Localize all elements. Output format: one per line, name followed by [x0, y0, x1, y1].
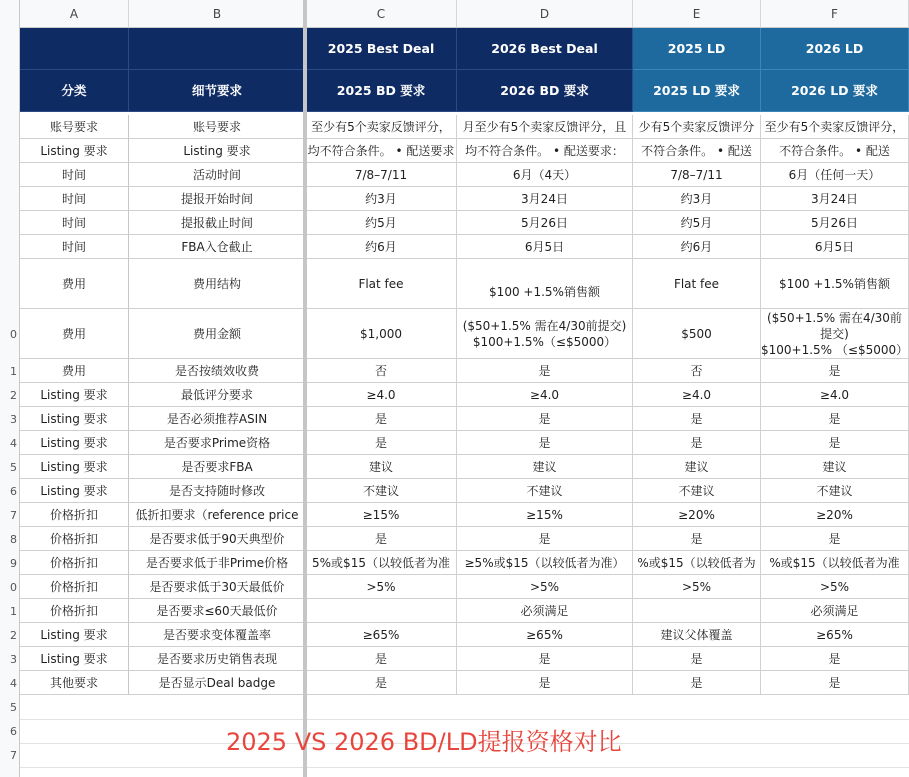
table-cell[interactable]: 不建议 [306, 479, 457, 503]
table-cell[interactable]: 约6月 [633, 235, 761, 259]
table-cell[interactable]: ≥20% [761, 503, 909, 527]
table-cell[interactable]: 价格折扣 [20, 551, 129, 575]
table-cell[interactable] [633, 599, 761, 623]
table-cell[interactable]: 3月24日 [457, 187, 633, 211]
table-cell[interactable]: 建议父体覆盖 [633, 623, 761, 647]
table-cell[interactable]: ≥65% [761, 623, 909, 647]
table-cell[interactable]: 是否按绩效收费 [129, 359, 306, 383]
table-cell[interactable]: 否 [306, 359, 457, 383]
table-cell[interactable]: ≥15% [457, 503, 633, 527]
table-cell[interactable]: Flat fee [633, 259, 761, 309]
table-cell[interactable]: 6月5日 [457, 235, 633, 259]
table-cell[interactable]: ≥4.0 [633, 383, 761, 407]
table-cell[interactable]: FBA入仓截止 [129, 235, 306, 259]
table-cell[interactable]: >5% [306, 575, 457, 599]
table-cell[interactable]: 账号要求 [129, 115, 306, 139]
table-cell[interactable]: 均不符合条件。 • 配送要求 [306, 139, 457, 163]
table-cell[interactable]: 时间 [20, 211, 129, 235]
table-cell[interactable]: 建议 [633, 455, 761, 479]
row-number[interactable]: 7 [10, 748, 17, 762]
row-number[interactable]: 4 [10, 676, 17, 690]
table-cell[interactable]: 是 [457, 431, 633, 455]
row-number[interactable]: 5 [10, 700, 17, 714]
table-cell[interactable]: Flat fee [306, 259, 457, 309]
table-cell[interactable]: 是 [761, 647, 909, 671]
table-cell[interactable]: 月至少有5个卖家反馈评分，且 [457, 115, 633, 139]
row-number[interactable]: 7 [10, 508, 17, 522]
table-cell[interactable]: 最低评分要求 [129, 383, 306, 407]
table-cell[interactable]: 不建议 [633, 479, 761, 503]
table-cell[interactable]: 6月5日 [761, 235, 909, 259]
table-cell[interactable]: 3月24日 [761, 187, 909, 211]
table-cell[interactable]: 是 [761, 671, 909, 695]
table-cell[interactable]: ≥4.0 [306, 383, 457, 407]
table-cell[interactable]: 提报开始时间 [129, 187, 306, 211]
row-number[interactable]: 2 [10, 388, 17, 402]
table-cell[interactable]: ($50+1.5% 需在4/30前 提交) $100+1.5% （≤$5000） [761, 309, 909, 359]
header-cell[interactable]: 2025 BD 要求 [306, 70, 457, 112]
table-cell[interactable]: 是 [457, 359, 633, 383]
table-cell[interactable]: 是否要求历史销售表现 [129, 647, 306, 671]
table-cell[interactable]: 约3月 [633, 187, 761, 211]
table-cell[interactable]: ≥65% [306, 623, 457, 647]
table-cell[interactable]: ≥65% [457, 623, 633, 647]
table-cell[interactable]: $100 +1.5%销售额 [761, 259, 909, 309]
table-cell[interactable]: 是 [761, 359, 909, 383]
table-cell[interactable]: 不符合条件。 • 配送 [633, 139, 761, 163]
table-cell[interactable]: 建议 [761, 455, 909, 479]
table-cell[interactable]: ($50+1.5% 需在4/30前提交) $100+1.5%（≤$5000） [457, 309, 633, 359]
table-cell[interactable]: ≥5%或$15（以较低者为准） [457, 551, 633, 575]
table-cell[interactable]: 是 [633, 527, 761, 551]
table-cell[interactable]: 建议 [306, 455, 457, 479]
table-cell[interactable]: 6月（4天） [457, 163, 633, 187]
table-cell[interactable]: 5%或$15（以较低者为准 [306, 551, 457, 575]
table-cell[interactable]: 价格折扣 [20, 599, 129, 623]
table-cell[interactable]: 是 [761, 527, 909, 551]
table-cell[interactable]: Listing 要求 [20, 407, 129, 431]
row-number[interactable] [0, 235, 19, 259]
column-header-a[interactable]: A [20, 0, 129, 28]
table-cell[interactable]: 约6月 [306, 235, 457, 259]
table-cell[interactable]: 是否要求FBA [129, 455, 306, 479]
table-cell[interactable]: $1,000 [306, 309, 457, 359]
table-cell[interactable]: 是 [306, 527, 457, 551]
table-cell[interactable]: 6月（任何一天） [761, 163, 909, 187]
table-cell[interactable]: $100 +1.5%销售额 [457, 259, 633, 309]
table-cell[interactable]: 是否要求≤60天最低价 [129, 599, 306, 623]
row-number[interactable]: 6 [10, 724, 17, 738]
table-cell[interactable]: ≥4.0 [457, 383, 633, 407]
table-cell[interactable]: 是 [306, 407, 457, 431]
table-cell[interactable]: 是否要求低于非Prime价格 [129, 551, 306, 575]
row-number[interactable]: 3 [10, 412, 17, 426]
table-cell[interactable]: 其他要求 [20, 671, 129, 695]
column-header-f[interactable]: F [761, 0, 909, 28]
table-cell[interactable]: 是 [633, 431, 761, 455]
column-header-d[interactable]: D [457, 0, 633, 28]
row-number[interactable]: 2 [10, 628, 17, 642]
table-cell[interactable]: Listing 要求 [20, 647, 129, 671]
row-number[interactable]: 0 [10, 327, 17, 341]
table-cell[interactable]: 低折扣要求（reference price [129, 503, 306, 527]
table-cell[interactable]: 是 [761, 407, 909, 431]
table-cell[interactable]: 价格折扣 [20, 527, 129, 551]
column-header-c[interactable]: C [306, 0, 457, 28]
row-number[interactable]: 1 [10, 604, 17, 618]
table-cell[interactable]: 否 [633, 359, 761, 383]
table-cell[interactable]: 约5月 [306, 211, 457, 235]
table-cell[interactable]: 是 [633, 407, 761, 431]
table-cell[interactable]: 是否支持随时修改 [129, 479, 306, 503]
table-cell[interactable]: 是 [633, 671, 761, 695]
header-cell[interactable]: 2026 LD [761, 28, 909, 70]
table-cell[interactable]: 是否要求低于90天典型价 [129, 527, 306, 551]
table-cell[interactable]: 是 [761, 431, 909, 455]
table-cell[interactable]: 必须满足 [761, 599, 909, 623]
table-cell[interactable]: 是 [306, 647, 457, 671]
table-cell[interactable]: 是 [457, 527, 633, 551]
table-cell[interactable]: 均不符合条件。 • 配送要求： [457, 139, 633, 163]
table-cell[interactable]: 不建议 [761, 479, 909, 503]
table-cell[interactable]: 至少有5个卖家反馈评分， [306, 115, 457, 139]
row-number[interactable]: 1 [10, 364, 17, 378]
table-cell[interactable]: >5% [761, 575, 909, 599]
table-cell[interactable]: 5月26日 [457, 211, 633, 235]
table-cell[interactable]: 7/8–7/11 [306, 163, 457, 187]
table-cell[interactable]: 时间 [20, 235, 129, 259]
table-cell[interactable]: 时间 [20, 163, 129, 187]
row-number[interactable]: 4 [10, 436, 17, 450]
row-number[interactable] [0, 187, 19, 211]
table-cell[interactable]: 至少有5个卖家反馈评分， [761, 115, 909, 139]
table-cell[interactable] [306, 599, 457, 623]
table-cell[interactable]: 不符合条件。 • 配送 [761, 139, 909, 163]
table-cell[interactable]: Listing 要求 [20, 479, 129, 503]
table-cell[interactable]: 费用结构 [129, 259, 306, 309]
table-cell[interactable]: 费用 [20, 259, 129, 309]
table-cell[interactable]: 是 [306, 671, 457, 695]
table-cell[interactable]: 价格折扣 [20, 503, 129, 527]
table-cell[interactable]: 价格折扣 [20, 575, 129, 599]
overlay-caption: 2025 VS 2026 BD/LD提报资格对比 [226, 728, 622, 756]
table-cell[interactable]: 不建议 [457, 479, 633, 503]
table-cell[interactable]: 必须满足 [457, 599, 633, 623]
table-cell[interactable]: 是 [306, 431, 457, 455]
table-cell[interactable]: Listing 要求 [20, 383, 129, 407]
row-number[interactable] [0, 28, 19, 70]
header-cell[interactable] [129, 28, 306, 70]
table-cell[interactable]: ≥4.0 [761, 383, 909, 407]
header-cell[interactable]: 2026 Best Deal [457, 28, 633, 70]
row-number[interactable]: 3 [10, 652, 17, 666]
empty-row-line [20, 767, 909, 768]
table-cell[interactable]: Listing 要求 [20, 455, 129, 479]
table-cell[interactable]: 约3月 [306, 187, 457, 211]
table-cell[interactable]: Listing 要求 [20, 139, 129, 163]
table-cell[interactable]: 提报截止时间 [129, 211, 306, 235]
table-cell[interactable]: 5月26日 [761, 211, 909, 235]
table-cell[interactable]: 是 [633, 647, 761, 671]
table-cell[interactable]: 7/8–7/11 [633, 163, 761, 187]
table-cell[interactable]: 建议 [457, 455, 633, 479]
table-cell[interactable]: 是否要求变体覆盖率 [129, 623, 306, 647]
row-number[interactable] [0, 139, 19, 163]
row-number[interactable]: 6 [10, 484, 17, 498]
table-cell[interactable]: %或$15（以较低者为 [633, 551, 761, 575]
row-number[interactable]: 8 [10, 532, 17, 546]
header-cell[interactable] [20, 28, 129, 70]
header-cell[interactable]: 2025 Best Deal [306, 28, 457, 70]
table-cell[interactable]: 时间 [20, 187, 129, 211]
column-header-e[interactable]: E [633, 0, 761, 28]
table-cell[interactable]: 是 [457, 407, 633, 431]
table-cell[interactable]: $500 [633, 309, 761, 359]
table-cell[interactable]: 是 [457, 671, 633, 695]
table-cell[interactable]: 活动时间 [129, 163, 306, 187]
table-cell[interactable]: >5% [457, 575, 633, 599]
table-cell[interactable]: ≥15% [306, 503, 457, 527]
table-cell[interactable]: 费用 [20, 309, 129, 359]
table-cell[interactable]: 是否要求低于30天最低价 [129, 575, 306, 599]
row-number[interactable] [0, 163, 19, 187]
row-number[interactable] [0, 70, 19, 112]
freeze-divider[interactable] [303, 0, 307, 777]
header-cell[interactable]: 2026 BD 要求 [457, 70, 633, 112]
table-cell[interactable]: 账号要求 [20, 115, 129, 139]
table-cell[interactable]: 费用金额 [129, 309, 306, 359]
table-cell[interactable]: 是否显示Deal badge [129, 671, 306, 695]
row-number[interactable]: 5 [10, 460, 17, 474]
row-number[interactable]: 9 [10, 556, 17, 570]
header-cell[interactable]: 分类 [20, 70, 129, 112]
table-cell[interactable]: 费用 [20, 359, 129, 383]
table-cell[interactable]: %或$15（以较低者为准 [761, 551, 909, 575]
header-cell[interactable]: 2025 LD [633, 28, 761, 70]
row-number[interactable]: 0 [10, 580, 17, 594]
table-cell[interactable]: 约5月 [633, 211, 761, 235]
empty-row-line [20, 719, 909, 720]
table-cell[interactable]: 是 [457, 647, 633, 671]
table-cell[interactable]: Listing 要求 [20, 431, 129, 455]
row-number[interactable] [0, 211, 19, 235]
table-cell[interactable]: Listing 要求 [129, 139, 306, 163]
table-cell[interactable]: 是否要求Prime资格 [129, 431, 306, 455]
header-cell[interactable]: 细节要求 [129, 70, 306, 112]
row-number[interactable] [0, 259, 19, 309]
table-cell[interactable]: 少有5个卖家反馈评分 [633, 115, 761, 139]
header-cell[interactable]: 2026 LD 要求 [761, 70, 909, 112]
table-cell[interactable]: ≥20% [633, 503, 761, 527]
header-cell[interactable]: 2025 LD 要求 [633, 70, 761, 112]
table-cell[interactable]: >5% [633, 575, 761, 599]
table-cell[interactable]: 是否必须推荐ASIN [129, 407, 306, 431]
column-header-b[interactable]: B [129, 0, 306, 28]
table-cell[interactable]: Listing 要求 [20, 623, 129, 647]
row-number[interactable] [0, 115, 19, 139]
